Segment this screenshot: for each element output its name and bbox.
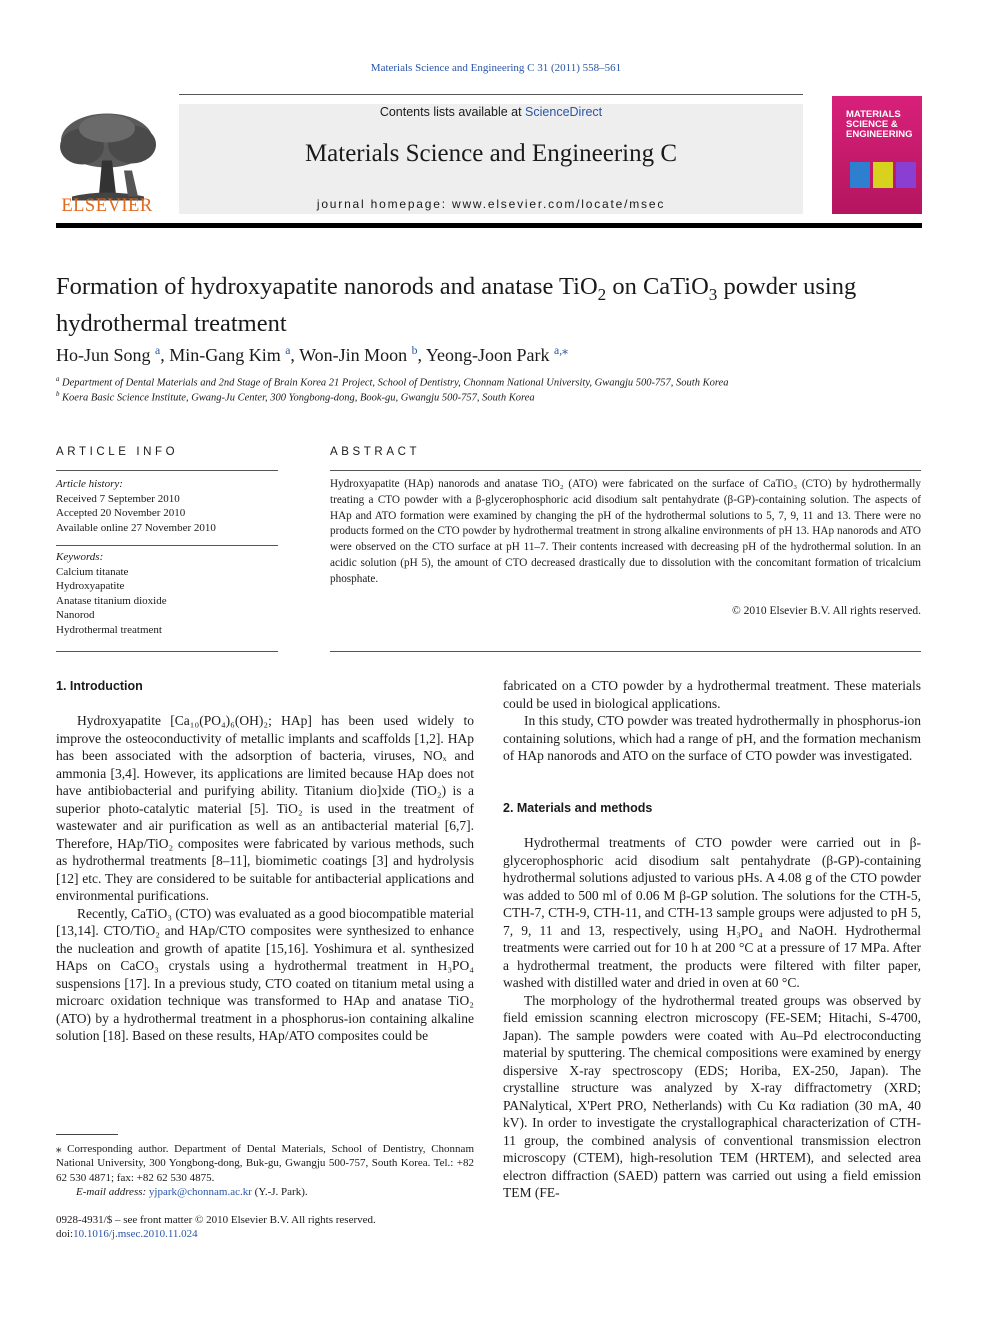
paragraph: The morphology of the hydrothermal treated groups was observed by field emission scanning electron microscopy (FE-SEM; Hitachi, S-4700, Japan). The sample powders were coated with Au–Pd electroconducting material by sputtering. The chemical compositions were examined by energy dispersive X-ray spectroscopy (EDS; Horiba, EX-250, Japan). The crystalline structure was analyzed by X-ray diffractometry (XRD; PANalytical, X'Pert PRO, Netherlands) with Cu Kα radiation (30 mA, 40 kV). In order to investigate the crystallographical characterization of CTH-11 group, the combined analysis of conventional transmission electron microscopy (CTEM), high-resolution TEM (HRTEM), and selected area electron diffraction (SAED) pattern was carried out using a field emission TEM (FE- [503,992,921,1200]
journal-citation[interactable]: Materials Science and Engineering C 31 (2011) 558–561 [370,62,622,74]
affiliation-a: $^a$ Department of Dental Materials and 2nd Stage of Brain Korea 21 Project, School of Dentistry, Chonnam National University, Gwangju 500-757, South Korea [56,376,729,389]
methods-text [503,834,921,1202]
journal-homepage[interactable]: journal homepage: www.elsevier.com/locate/msec [316,197,666,211]
email-label: E-mail address: [76,1185,147,1198]
author-affiliation-link[interactable]: a [285,344,291,357]
history-online: Available online 27 November 2010 [56,521,216,534]
author-name: Ho-Jun Song [56,345,151,365]
history-received: Received 7 September 2010 [56,492,180,505]
journal-cover-icon[interactable] [832,96,922,214]
abstract-copyright: © 2010 Elsevier B.V. All rights reserved. [732,605,921,617]
article-history [56,477,278,535]
corresponding-author-note [56,1142,474,1199]
keyword: Calcium titanate [56,565,129,578]
cover-title: MATERIALS SCIENCE & ENGINEERING [846,109,913,140]
header-divider [56,223,922,228]
author-name: Yeong-Joon Park [425,345,550,365]
header-top-rule [179,94,803,95]
divider [56,545,278,546]
abstract-text: Hydroxyapatite (HAp) nanorods and anatase TiO₂ (ATO) were fabricated on the surface of CaTiO₃ (CTO) by hydrothermally treating a CTO powder with a β-glycerophosphoric acid disodium salt pentahydrate (β-GP)-containing solution. The aspects of HAp and ATO formation were examined by changing the pH of the hydrothermal solutions to 5, 7, 9, 11 and 13. There were no products formed on the CTO powder by hydrothermal treatment in strong alkaline environments of pH 13. HAp nanorods and ATO were observed on the CTO surface at pH 11–7. Their contents increased with decreasing pH of the hydrothermal solution. In an acidic solution (pH 5), the amount of CTO decreased drastically due to dissolution with the concomitant formation of tricalcium phosphate. [330,478,921,585]
elsevier-wordmark: ELSEVIER [61,196,153,216]
paragraph: fabricated on a CTO powder by a hydrothermal treatment. These materials could be used in biological applications. [503,678,921,711]
keyword: Hydroxyapatite [56,580,125,592]
article-title: Formation of hydroxyapatite nanorods and anatase TiO$_2$ on CaTiO$_3$ powder using hydrothermal treatment [56,273,857,337]
author-affiliation-link[interactable]: a,⁎ [554,344,568,357]
divider [56,651,278,652]
divider [330,651,921,652]
article-info-heading: ARTICLE INFO [56,446,179,458]
keyword: Anatase titanium dioxide [56,594,167,607]
journal-title: Materials Science and Engineering C [304,140,678,167]
author-name: Min-Gang Kim [169,345,281,365]
affiliation-b: $^b$ Koera Basic Science Institute, Gwang-Ju Center, 300 Yongbong-dong, Book-gu, Gwangju 500-757, South Korea [56,391,535,404]
section-heading-methods: 2. Materials and methods [503,801,653,815]
keyword: Nanorod [56,609,95,621]
doi-line [56,1227,474,1241]
email-suffix: (Y.-J. Park). [251,1185,308,1198]
footnote-rule [56,1134,118,1135]
introduction-text [56,712,474,1045]
cover-photos [850,162,916,188]
issn-line: 0928-4931/$ – see front matter © 2010 Elsevier B.V. All rights reserved. [56,1214,376,1226]
divider [56,470,278,471]
paragraph: Recently, CaTiO₃ (CTO) was evaluated as a good biocompatible material [13,14]. CTO/TiO₂ and HAp/CTO composites were synthesized to enhance the nucleation and growth of apatite [15,16]. Yoshimura et al. synthesized HAps on CaCO₃ crystals using a hydrothermal treatment in H₃PO₄ suspensions [17]. In a previous study, CTO coated on titanium metal using a microarc oxidation technique was transformed to HAp and anatase TiO₂ (ATO) by a hydrothermal treatment in a phosphorus-ion containing alkaline solution [18]. Based on these results, HAp/ATO composites could be [56,905,474,1043]
abstract-heading: ABSTRACT [330,446,421,458]
history-accepted: Accepted 20 November 2010 [56,507,186,519]
contents-line [179,105,803,119]
paragraph: In this study, CTO powder was treated hydrothermally in phosphorus-ion containing solutions, which had a range of pH, and the formation mechanism of HAp nanorods and ATO on the surface of CTO powder was investigated. [503,713,921,763]
doi-link[interactable]: 10.1016/j.msec.2010.11.024 [73,1228,198,1241]
author-list: Ho-Jun Song $^a$, Min-Gang Kim $^a$, Won-Jin Moon $^b$, Yeong-Joon Park $^{a,⁎}$ [56,344,568,365]
paragraph: Hydrothermal treatments of CTO powder were carried out in β-glycerophosphoric acid disodium salt pentahydrate (β-GP)-containing hydrothermal solutions adjusted to various pHs. A 4.08 g of the CTO powder was added to 500 ml of 0.06 M β-GP solution. The solutions for the CTH-5, CTH-7, CTH-9, CTH-11, and CTH-13 sample groups were adjusted to pH 5, 7, 9, 11 and 13, respectively, using H₃PO₄ and NaOH. Hydrothermal treatments were carried out for 10 h at 200 °C at a pressure of 17 MPa. After a hydrothermal treatment, the products were filtered with filter paper, washed with distilled water and dried in oven at 60 °C. [503,835,921,990]
history-label: Article history: [56,478,123,490]
author-name: Won-Jin Moon [299,345,408,365]
corresponding-author: ⁎ Corresponding author. Department of Dental Materials, School of Dentistry, Chonnam National University, 300 Yongbong-dong, Buk-gu, Gwangju 500-757, South Korea. Tel.: +82 62 530 4871; fax: +82 62 530 4875. [56,1143,474,1184]
keywords [56,550,278,637]
section-heading-introduction: 1. Introduction [56,679,143,693]
author-affiliation-link[interactable]: a [155,344,161,357]
email-link[interactable]: yjpark@chonnam.ac.kr [148,1185,252,1198]
keyword: Hydrothermal treatment [56,623,162,636]
front-matter [56,1213,474,1242]
author-affiliation-link[interactable]: b [411,344,418,357]
doi-label: doi: [56,1228,74,1241]
keywords-label: Keywords: [56,551,104,563]
paragraph: Hydroxyapatite [Ca₁₀(PO₄)₆(OH)₂; HAp] has been used widely to improve the osteoconductivity of metallic implants and scaffolds [1,2]. HAp has been associated with the adsorption of bacteria, viruses, NOₓ and ammonia [3,4]. However, its applications are limited because HAp does not have antibiobacterial and purifying ability. Titanium dio]xide (TiO₂) is a superior photo-catalytic material [5]. TiO₂ is used in the treatment of wastewater and air purification as well as an antibacterial material [6,7]. Therefore, HAp/TiO₂ composites were fabricated by various methods, such as hydrothermal treatments [8–11], biomimetic coatings [3] and hydrolysis [12] etc. They are considered to be suitable for antibacterial applications and environmental purifications. [56,713,474,903]
contents-prefix: Contents lists available at [379,105,526,119]
divider [330,470,921,471]
sciencedirect-link[interactable]: ScienceDirect [525,105,603,119]
email-line [56,1185,474,1199]
introduction-continued [503,677,921,765]
